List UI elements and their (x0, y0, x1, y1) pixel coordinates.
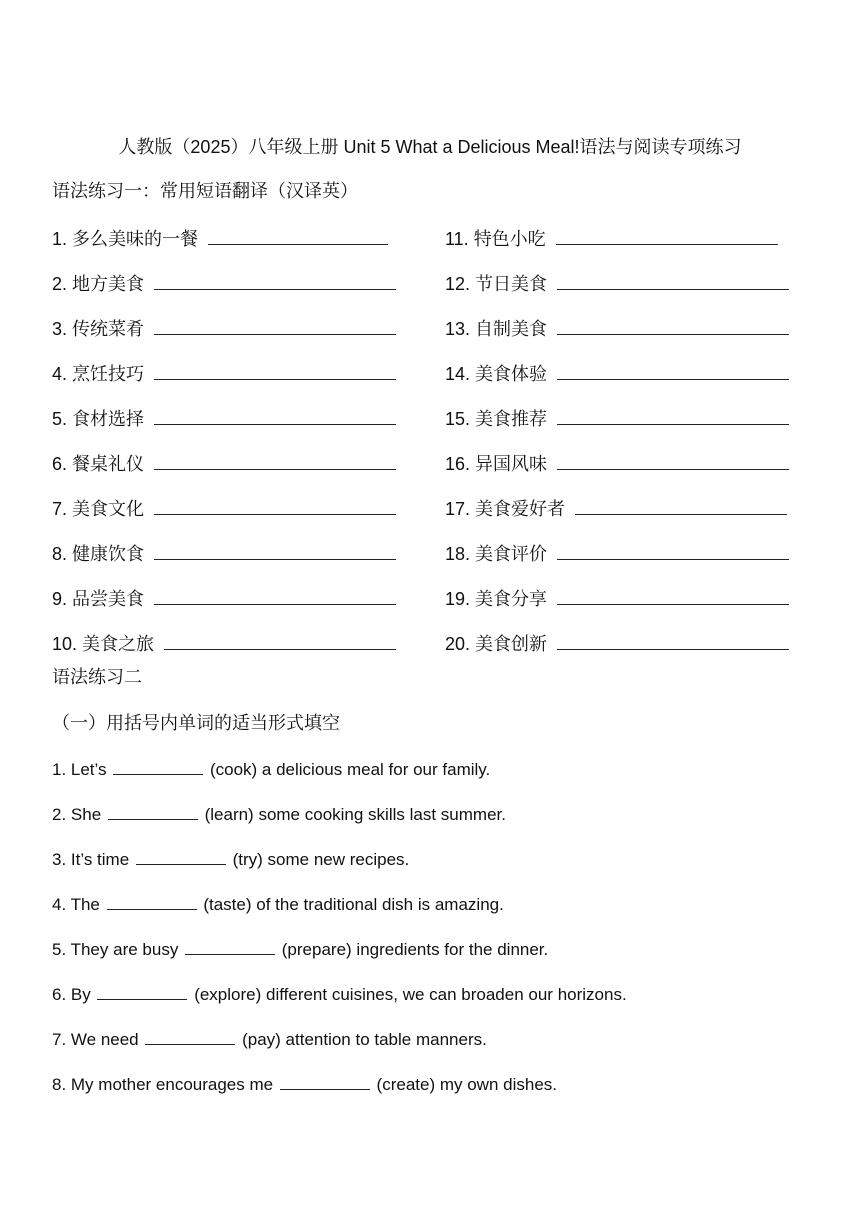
answer-blank[interactable] (136, 846, 226, 865)
sentence-after: (prepare) ingredients for the dinner. (277, 940, 549, 959)
phrase-item-10 (52, 629, 396, 657)
phrase-text: 地方美食 (72, 274, 145, 294)
phrase-item-19 (445, 584, 789, 612)
sentence-before: 1. Let’s (52, 760, 112, 779)
fill-sentence-2 (52, 801, 506, 828)
phrase-text: 美食文化 (72, 499, 145, 519)
answer-blank[interactable] (107, 891, 197, 910)
document-title: 人教版（2025）八年级上册 Unit 5 What a Delicious Meal!语法与阅读专项练习 (118, 137, 742, 157)
phrase-number: 17. (445, 499, 471, 519)
answer-blank[interactable] (557, 539, 789, 560)
phrase-text: 自制美食 (475, 319, 548, 339)
phrase-number: 3. (52, 319, 68, 339)
phrase-number: 10. (52, 634, 78, 654)
phrase-item-14 (445, 359, 789, 387)
answer-blank[interactable] (113, 756, 203, 775)
fill-sentence-8 (52, 1071, 557, 1098)
fill-sentence-3 (52, 846, 409, 873)
answer-blank[interactable] (557, 314, 789, 335)
phrase-item-1 (52, 224, 388, 252)
sentence-before: 5. They are busy (52, 940, 184, 959)
answer-blank[interactable] (154, 449, 396, 470)
phrase-text: 烹饪技巧 (72, 364, 145, 384)
phrase-text: 异国风味 (475, 454, 548, 474)
phrase-number: 7. (52, 499, 68, 519)
fill-sentence-4 (52, 891, 504, 918)
phrase-item-18 (445, 539, 789, 567)
sentence-before: 6. By (52, 985, 96, 1004)
phrase-item-12 (445, 269, 789, 297)
phrase-text: 美食分享 (475, 589, 548, 609)
phrase-item-9 (52, 584, 396, 612)
phrase-number: 13. (445, 319, 471, 339)
phrase-number: 16. (445, 454, 471, 474)
phrase-item-17 (445, 494, 787, 522)
phrase-item-3 (52, 314, 396, 342)
answer-blank[interactable] (208, 224, 388, 245)
phrase-text: 餐桌礼仪 (72, 454, 145, 474)
answer-blank[interactable] (557, 584, 789, 605)
answer-blank[interactable] (557, 629, 789, 650)
sentence-after: (pay) attention to table manners. (237, 1030, 487, 1049)
phrase-number: 20. (445, 634, 471, 654)
fill-sentence-1 (52, 756, 490, 783)
fill-sentence-5 (52, 936, 548, 963)
phrase-text: 美食评价 (475, 544, 548, 564)
sentence-after: (taste) of the traditional dish is amazing. (198, 895, 504, 914)
section1-heading: 语法练习一：常用短语翻译（汉译英） (52, 181, 358, 201)
phrase-text: 美食创新 (475, 634, 548, 654)
answer-blank[interactable] (557, 269, 789, 290)
phrase-text: 多么美味的一餐 (72, 229, 199, 249)
answer-blank[interactable] (164, 629, 396, 650)
phrase-text: 美食推荐 (475, 409, 548, 429)
phrase-item-2 (52, 269, 396, 297)
phrase-text: 食材选择 (72, 409, 145, 429)
phrase-number: 1. (52, 229, 68, 249)
answer-blank[interactable] (108, 801, 198, 820)
phrase-number: 2. (52, 274, 68, 294)
phrase-number: 6. (52, 454, 68, 474)
phrase-item-15 (445, 404, 789, 432)
answer-blank[interactable] (154, 359, 396, 380)
sentence-after: (explore) different cuisines, we can broaden our horizons. (189, 985, 627, 1004)
phrase-number: 11. (445, 229, 469, 249)
answer-blank[interactable] (557, 404, 789, 425)
phrase-item-13 (445, 314, 789, 342)
phrase-item-11 (445, 224, 778, 252)
phrase-text: 节日美食 (475, 274, 548, 294)
answer-blank[interactable] (557, 449, 789, 470)
phrase-number: 19. (445, 589, 471, 609)
sentence-before: 3. It’s time (52, 850, 134, 869)
phrase-number: 5. (52, 409, 68, 429)
answer-blank[interactable] (185, 936, 275, 955)
answer-blank[interactable] (575, 494, 787, 515)
phrase-item-8 (52, 539, 396, 567)
answer-blank[interactable] (280, 1071, 370, 1090)
phrase-number: 14. (445, 364, 471, 384)
sentence-after: (create) my own dishes. (371, 1075, 558, 1094)
sentence-after: (cook) a delicious meal for our family. (205, 760, 491, 779)
phrase-item-5 (52, 404, 396, 432)
phrase-text: 美食之旅 (82, 634, 155, 654)
phrase-text: 美食爱好者 (475, 499, 566, 519)
phrase-text: 特色小吃 (473, 229, 546, 249)
section2-heading: 语法练习二 (52, 667, 142, 687)
phrase-item-7 (52, 494, 396, 522)
fill-sentence-7 (52, 1026, 487, 1053)
answer-blank[interactable] (154, 494, 396, 515)
answer-blank[interactable] (97, 981, 187, 1000)
phrase-number: 4. (52, 364, 68, 384)
sentence-before: 4. The (52, 895, 105, 914)
phrase-item-4 (52, 359, 396, 387)
section2-subheading: （一）用括号内单词的适当形式填空 (52, 713, 340, 733)
answer-blank[interactable] (154, 314, 396, 335)
phrase-number: 18. (445, 544, 471, 564)
answer-blank[interactable] (557, 359, 789, 380)
fill-sentence-6 (52, 981, 627, 1008)
answer-blank[interactable] (556, 224, 778, 245)
phrase-number: 15. (445, 409, 471, 429)
sentence-before: 7. We need (52, 1030, 144, 1049)
phrase-item-16 (445, 449, 789, 477)
sentence-after: (try) some new recipes. (227, 850, 410, 869)
phrase-item-6 (52, 449, 396, 477)
phrase-item-20 (445, 629, 789, 657)
answer-blank[interactable] (154, 269, 396, 290)
answer-blank[interactable] (145, 1026, 235, 1045)
answer-blank[interactable] (154, 539, 396, 560)
sentence-before: 8. My mother encourages me (52, 1075, 278, 1094)
phrase-number: 12. (445, 274, 471, 294)
phrase-number: 8. (52, 544, 68, 564)
phrase-text: 品尝美食 (72, 589, 145, 609)
phrase-text: 健康饮食 (72, 544, 145, 564)
phrase-text: 美食体验 (475, 364, 548, 384)
phrase-text: 传统菜肴 (72, 319, 145, 339)
sentence-before: 2. She (52, 805, 106, 824)
answer-blank[interactable] (154, 584, 396, 605)
sentence-after: (learn) some cooking skills last summer. (199, 805, 506, 824)
phrase-number: 9. (52, 589, 68, 609)
answer-blank[interactable] (154, 404, 396, 425)
